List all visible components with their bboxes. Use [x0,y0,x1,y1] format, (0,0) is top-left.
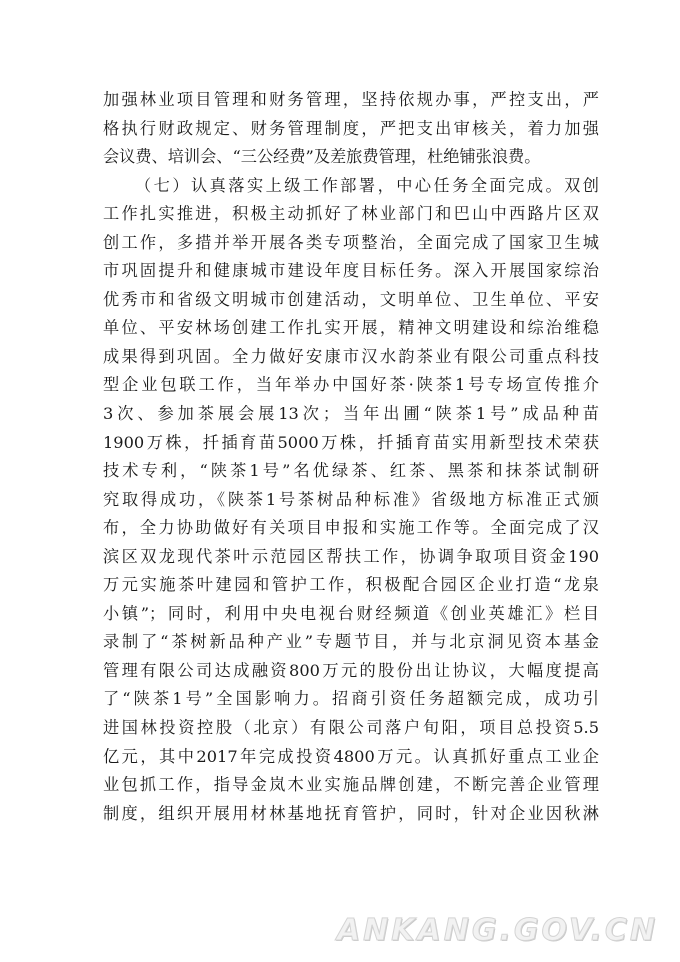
text-line: 亿元，其中2017年完成投资4800万元。认真抓好重点工业企 [103,746,599,766]
section-heading-line: （七）认真落实上级工作部署，中心任务全面完成。双创 [135,175,599,195]
text-line: 型企业包联工作，当年举办中国好茶·陕茶1号专场宣传推介 [103,375,599,395]
text-line: 布，全力协助做好有关项目申报和实施工作等。全面完成了汉 [103,518,599,538]
text-line: 进国林投资控股（北京）有限公司落户旬阳，项目总投资5.5 [103,718,599,738]
text-line: 1900万株，扦插育苗5000万株，扦插育苗实用新型技术荣获 [103,432,599,452]
text-line: 小镇”；同时，利用中央电视台财经频道《创业英雄汇》栏目 [103,603,599,623]
text-line: 管理有限公司达成融资800万元的股份出让协议，大幅度提高 [103,660,599,680]
text-line: 万元实施茶叶建园和管护工作，积极配合园区企业打造“龙泉 [103,575,599,595]
text-line: 业包抓工作，指导金岚木业实施品牌创建，不断完善企业管理 [103,775,599,795]
text-line: 加强林业项目管理和财务管理，坚持依规办事，严控支出，严 [103,90,599,109]
text-line: 技术专利，“陕茶1号”名优绿茶、红茶、黑茶和抹茶试制研 [103,461,599,481]
text-line: 成果得到巩固。全力做好安康市汉水韵茶业有限公司重点科技 [103,346,599,366]
text-line: 究取得成功，《陕茶1号茶树品种标准》省级地方标准正式颁 [103,489,599,509]
text-line: 格执行财政规定、财务管理制度，严把支出审核关，着力加强 [103,118,599,138]
body-text [103,86,599,828]
text-line: 单位、平安林场创建工作扎实开展，精神文明建设和综治维稳 [103,318,599,338]
text-line: 创工作，多措并举开展各类专项整治，全面完成了国家卫生城 [103,232,599,252]
text-line: 优秀市和省级文明城市创建活动，文明单位、卫生单位、平安 [103,289,599,309]
text-line: 会议费、培训会、“三公经费”及差旅费管理，杜绝铺张浪费。 [103,147,541,167]
site-watermark: ANKANG.GOV.CN [336,913,658,948]
text-line: 工作扎实推进，积极主动抓好了林业部门和巴山中西路片区双 [103,204,599,224]
text-line: 制度，组织开展用材林基地抚育管护，同时，针对企业因秋淋 [103,803,599,823]
text-line: 市巩固提升和健康城市建设年度目标任务。深入开展国家综治 [103,261,599,281]
text-line: 滨区双龙现代茶叶示范园区帮扶工作，协调争取项目资金190 [103,546,599,566]
text-line: 录制了“茶树新品种产业”专题节目，并与北京洞见资本基金 [103,632,599,652]
text-line: 了“陕茶1号”全国影响力。招商引资任务超额完成，成功引 [103,689,599,709]
text-line: 3次、参加茶展会展13次；当年出圃“陕茶1号”成品种苗 [103,404,599,424]
